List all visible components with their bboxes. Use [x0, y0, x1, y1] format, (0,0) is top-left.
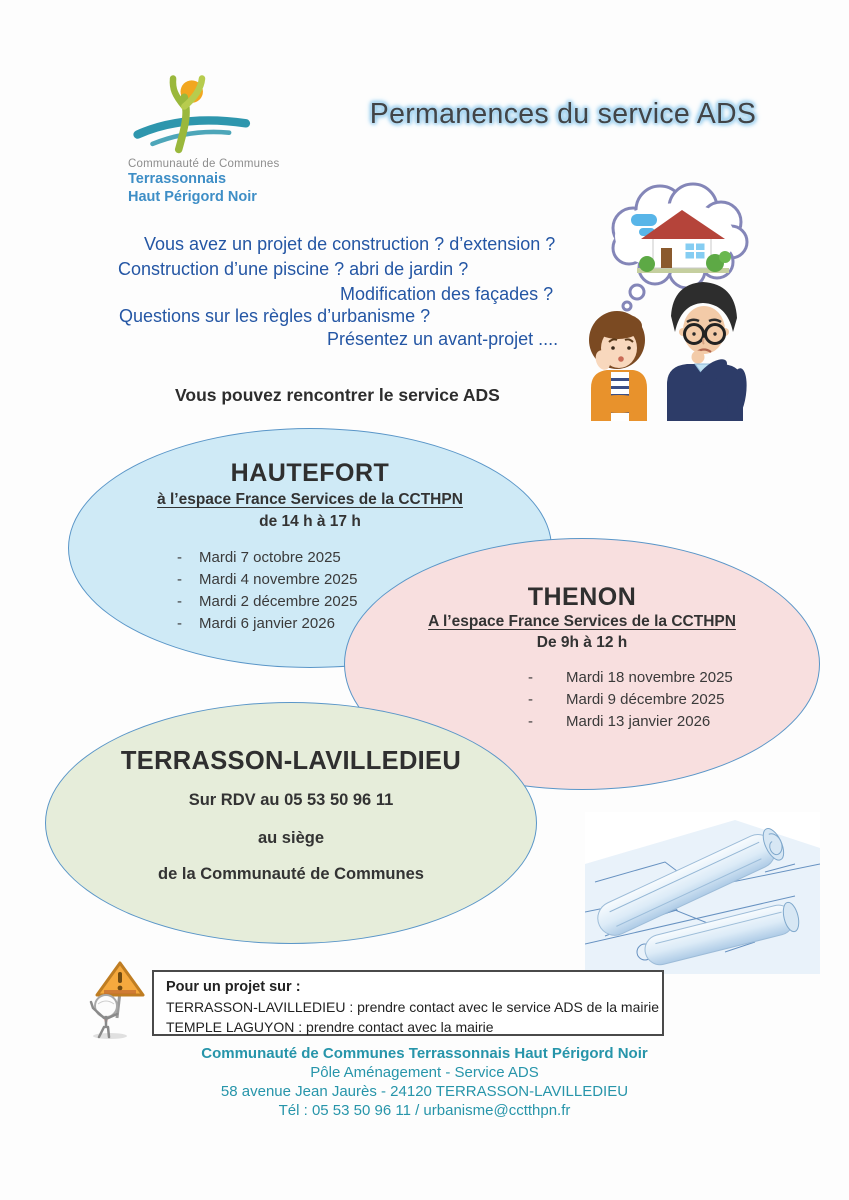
date-item: - Mardi 9 décembre 2025	[528, 689, 733, 711]
notice-line-terrasson: TERRASSON-LAVILLEDIEU : prendre contact avec le service ADS de la mairie	[166, 999, 660, 1015]
terrasson-siege-line: au siège	[257, 829, 325, 847]
hautefort-place: à l’espace France Services de la CCTHPN	[157, 491, 463, 508]
logo	[128, 72, 308, 206]
date-item: - Mardi 13 janvier 2026	[528, 711, 733, 733]
thenon-place: A l’espace France Services de la CCTHPN	[428, 613, 736, 630]
notice-heading: Pour un projet sur :	[166, 979, 301, 995]
notice-box	[152, 970, 664, 1036]
thenon-title: THENON	[527, 583, 637, 611]
woman-figure	[589, 311, 647, 421]
blueprint-rolls-photo	[585, 812, 820, 974]
terrasson-rdv-line: Sur RDV au 05 53 50 96 11	[188, 791, 394, 809]
date-item: - Mardi 6 janvier 2026	[177, 613, 357, 635]
terrasson-cc-line: de la Communauté de Communes	[158, 865, 424, 883]
couple-thinking-about-house-illustration	[575, 176, 775, 421]
meet-heading: Vous pouvez rencontrer le service ADS	[175, 385, 500, 405]
date-item: - Mardi 2 décembre 2025	[177, 591, 357, 613]
intro-line-4: Questions sur les règles d’urbanisme ?	[119, 306, 431, 326]
logo-org-type: Communauté de Communes	[128, 158, 280, 170]
terrasson-title: TERRASSON-LAVILLEDIEU	[120, 747, 462, 775]
date-item: - Mardi 18 novembre 2025	[528, 667, 733, 689]
thenon-dates-list	[528, 667, 733, 733]
footer-address: 58 avenue Jean Jaurès - 24120 TERRASSON-LAVILLEDIEU	[220, 1083, 629, 1100]
logo-org-name-line1: Terrassonnais	[128, 171, 227, 187]
date-item: - Mardi 7 octobre 2025	[177, 547, 357, 569]
footer-org-name: Communauté de Communes Terrassonnais Haut Périgord Noir	[201, 1045, 648, 1062]
intro-line-5: Présentez un avant-projet ....	[327, 329, 559, 349]
man-figure	[667, 282, 750, 421]
warning-sign-mascot-icon	[80, 960, 158, 1040]
hautefort-hours: de 14 h à 17 h	[259, 513, 361, 530]
hautefort-dates-list	[177, 547, 357, 635]
intro-line-2: Construction d’une piscine ? abri de jardin ?	[118, 259, 469, 279]
page-title: Permanences du service ADS	[369, 98, 757, 130]
footer-contact: Tél : 05 53 50 96 11 / urbanisme@cctthpn.fr	[278, 1102, 571, 1119]
footer-service: Pôle Aménagement - Service ADS	[310, 1064, 539, 1081]
intro-line-3: Modification des façades ?	[340, 284, 554, 304]
thenon-hours: De 9h à 12 h	[536, 634, 628, 651]
cc-terrassonnais-logo-icon	[132, 72, 272, 156]
footer	[0, 1044, 849, 1120]
hautefort-title: HAUTEFORT	[230, 459, 390, 487]
notice-line-temple: TEMPLE LAGUYON : prendre contact avec la mairie	[166, 1019, 494, 1035]
terrasson-bubble	[45, 702, 537, 944]
logo-org-name-line2: Haut Périgord Noir	[128, 189, 257, 205]
date-item: - Mardi 4 novembre 2025	[177, 569, 357, 591]
intro-line-1: Vous avez un projet de construction ? d’extension ?	[144, 234, 556, 254]
